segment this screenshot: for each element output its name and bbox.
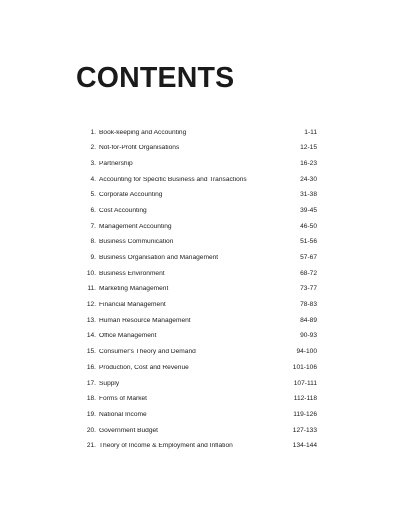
entry-pages: 73-77 [300,285,317,293]
entry-number: 15. [86,348,96,356]
entry-title: Forms of Market [99,396,147,403]
toc-entry [84,407,317,423]
entry-pages: 90-93 [300,332,317,340]
entry-number: 8. [90,238,96,246]
entry-pages: 51-56 [300,238,317,246]
entry-title: Corporate Accounting [99,192,163,199]
toc-entry [84,235,317,251]
entry-pages: 78-83 [300,301,317,309]
entry-title: Cost Accounting [99,207,147,214]
entry-number: 3. [90,159,96,167]
toc-entry [84,188,317,204]
entry-number: 4. [90,175,96,183]
entry-number: 9. [90,254,96,262]
entry-title: Business Environment [99,270,165,277]
entry-pages: 134-144 [292,442,317,450]
toc-entry [84,219,317,235]
entry-pages: 94-100 [296,348,317,356]
toc-entry [84,125,317,141]
entry-title: Supply [99,380,120,387]
entry-number: 13. [86,316,96,324]
entry-title: Financial Management [99,302,166,309]
toc-entry [84,392,317,408]
entry-title: Business Organisation and Management [99,255,219,262]
entry-number: 17. [86,379,96,387]
page-title: CONTENTS [76,62,235,94]
entry-title: Office Management [99,333,157,340]
toc-entry [84,345,317,361]
entry-number: 14. [86,332,96,340]
entry-title: Consumer's Theory and Demand [99,349,196,356]
entry-pages: 39-45 [300,206,317,214]
entry-title: Production, Cost and Revenue [99,364,189,371]
entry-pages: 127-133 [292,426,317,434]
entry-number: 11. [87,285,96,293]
entry-pages: 12-15 [300,144,317,152]
toc-entry [84,203,317,219]
contents-list [84,125,317,454]
toc-entry [84,329,317,345]
entry-number: 6. [90,206,96,214]
entry-number: 1. [90,128,96,136]
toc-entry [84,156,317,172]
entry-title: Business Communication [99,239,174,246]
entry-number: 7. [90,222,96,230]
entry-pages: 68-72 [300,269,317,277]
entry-number: 12. [86,301,96,309]
entry-number: 16. [86,363,96,371]
entry-pages: 31-38 [300,191,317,199]
entry-pages: 1-11 [304,128,317,136]
entry-number: 10. [86,269,96,277]
toc-entry [84,298,317,314]
toc-entry [84,172,317,188]
toc-entry [84,423,317,439]
entry-title: Marketing Management [99,286,169,293]
toc-entry [84,360,317,376]
toc-entry [84,439,317,455]
toc-entry [84,266,317,282]
entry-pages: 46-50 [300,222,317,230]
entry-pages: 101-106 [292,363,317,371]
entry-number: 5. [90,191,96,199]
entry-title: Not-for-Profit Organisations [99,145,180,152]
entry-pages: 119-126 [293,410,317,418]
entry-pages: 57-67 [300,254,317,262]
entry-pages: 16-23 [300,159,317,167]
entry-title: Management Accounting [99,223,172,230]
entry-title: Book-keeping and Accounting [99,129,187,136]
entry-number: 19. [86,410,96,418]
toc-entry [84,251,317,267]
entry-title: Government Budget [99,427,159,434]
entry-title: National Income [99,411,147,418]
entry-number: 2. [90,144,96,152]
entry-pages: 112-118 [293,395,317,403]
entry-title: Human Resource Management [99,317,191,324]
entry-pages: 84-89 [300,316,317,324]
toc-entry [84,141,317,157]
entry-pages: 107-111 [293,379,317,387]
entry-number: 18. [86,395,96,403]
entry-title: Partnership [99,160,133,167]
entry-pages: 24-30 [300,175,317,183]
toc-entry [84,313,317,329]
toc-entry [84,376,317,392]
toc-entry [84,282,317,298]
entry-title: Theory of Income & Employment and Inflation [99,443,233,450]
entry-number: 21. [86,442,96,450]
entry-title: Accounting for Specific Business and Transactions [99,176,247,183]
entry-number: 20. [86,426,96,434]
